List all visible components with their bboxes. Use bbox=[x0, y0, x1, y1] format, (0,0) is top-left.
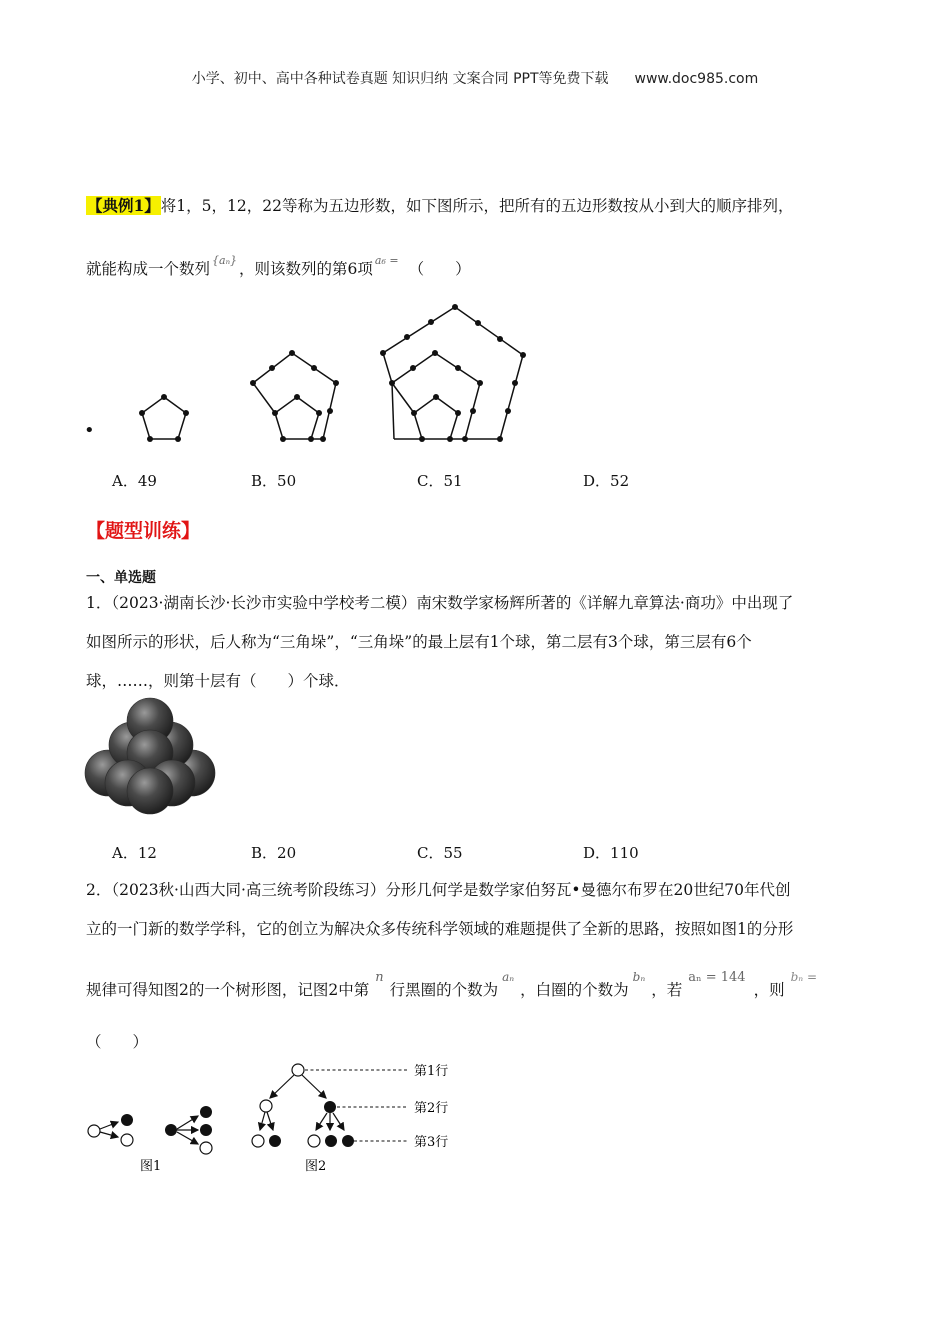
bullet-mark: • bbox=[84, 420, 95, 441]
q2-text-3a: 规律可得知图2的一个树形图，记图2中第 bbox=[86, 981, 370, 999]
header-text: 小学、初中、高中各种试卷真题 知识归纳 文案合同 PPT等免费下载 bbox=[191, 71, 609, 87]
q2-paren: （ ） bbox=[86, 1033, 149, 1051]
q2-line-1: 2．（2023秋·山西大同·高三统考阶段练习）分形几何学是数学家伯努瓦•曼德尔布罗在20世纪70年代创 bbox=[86, 881, 791, 899]
q1-option-d[interactable]: D．110 bbox=[583, 844, 639, 862]
an-eq-144: aₙ = 144 bbox=[688, 970, 746, 985]
figure-2-label: 图2 bbox=[305, 1159, 327, 1174]
page-header bbox=[0, 68, 950, 88]
training-title: 【题型训练】 bbox=[86, 520, 201, 542]
q2-text-3e: ，则 bbox=[753, 981, 785, 999]
pentagon-stage-3 bbox=[383, 307, 523, 439]
row-label-2: 第2行 bbox=[414, 1101, 449, 1116]
example-option-b[interactable]: B．50 bbox=[251, 472, 297, 490]
example-tag: 【典例1】 bbox=[87, 196, 160, 215]
triangular-pile-figure bbox=[84, 697, 216, 817]
figure-1-label: 图1 bbox=[140, 1159, 162, 1174]
a6-symbol: a₆ = bbox=[374, 254, 399, 267]
q1-option-b[interactable]: B．20 bbox=[251, 844, 297, 862]
an-symbol: aₙ bbox=[502, 970, 515, 984]
q1-line-1: 1．（2023·湖南长沙·长沙市实验中学校考二模）南宋数学家杨辉所著的《详解九章算法·商功》中出现了 bbox=[86, 594, 794, 612]
q2-text-3d: ，若 bbox=[651, 981, 683, 999]
row-label-1: 第1行 bbox=[414, 1064, 449, 1079]
q2-line-3 bbox=[86, 970, 818, 1000]
example-line-1 bbox=[86, 194, 793, 216]
q1-line-3: 球，……，则第十层有（ ）个球． bbox=[86, 672, 350, 690]
q1-line-2: 如图所示的形状，后人称为“三角垛”，“三角垛”的最上层有1个球，第二层有3个球，第三层有6个 bbox=[86, 633, 752, 651]
q1-option-a[interactable]: A．12 bbox=[112, 844, 157, 862]
sequence-symbol: {aₙ} bbox=[212, 254, 238, 267]
row-label-3: 第3行 bbox=[414, 1135, 449, 1150]
n-symbol: n bbox=[375, 970, 384, 985]
q2-line-2: 立的一门新的数学学科，它的创立为解决众多传统科学领域的难题提供了全新的思路，按照如图1的分形 bbox=[86, 920, 794, 938]
header-site: www.doc985.com bbox=[634, 71, 759, 87]
example-paren: （ ） bbox=[408, 260, 471, 278]
example-text-1: 将1，5，12，22等称为五边形数，如下图所示，把所有的五边形数按从小到大的顺序排列， bbox=[160, 197, 794, 215]
pentagonal-numbers-figure bbox=[130, 295, 550, 445]
example-option-d[interactable]: D．52 bbox=[583, 472, 630, 490]
example-text-2b: ，则该数列的第6项 bbox=[239, 260, 373, 278]
q1-option-c[interactable]: C．55 bbox=[417, 844, 463, 862]
bn-symbol: bₙ bbox=[632, 970, 646, 984]
q2-text-3c: ，白圈的个数为 bbox=[520, 981, 629, 999]
fractal-tree-figures bbox=[84, 1058, 464, 1178]
pentagon-stage-1 bbox=[142, 397, 186, 439]
example-line-2 bbox=[86, 254, 471, 279]
section-heading: 一、单选题 bbox=[86, 570, 156, 586]
q2-text-3b: 行黑圈的个数为 bbox=[389, 981, 499, 999]
example-text-2a: 就能构成一个数列 bbox=[86, 260, 211, 278]
example-option-a[interactable]: A．49 bbox=[112, 472, 157, 490]
bn-eq: bₙ = bbox=[790, 970, 818, 984]
example-option-c[interactable]: C．51 bbox=[417, 472, 463, 490]
